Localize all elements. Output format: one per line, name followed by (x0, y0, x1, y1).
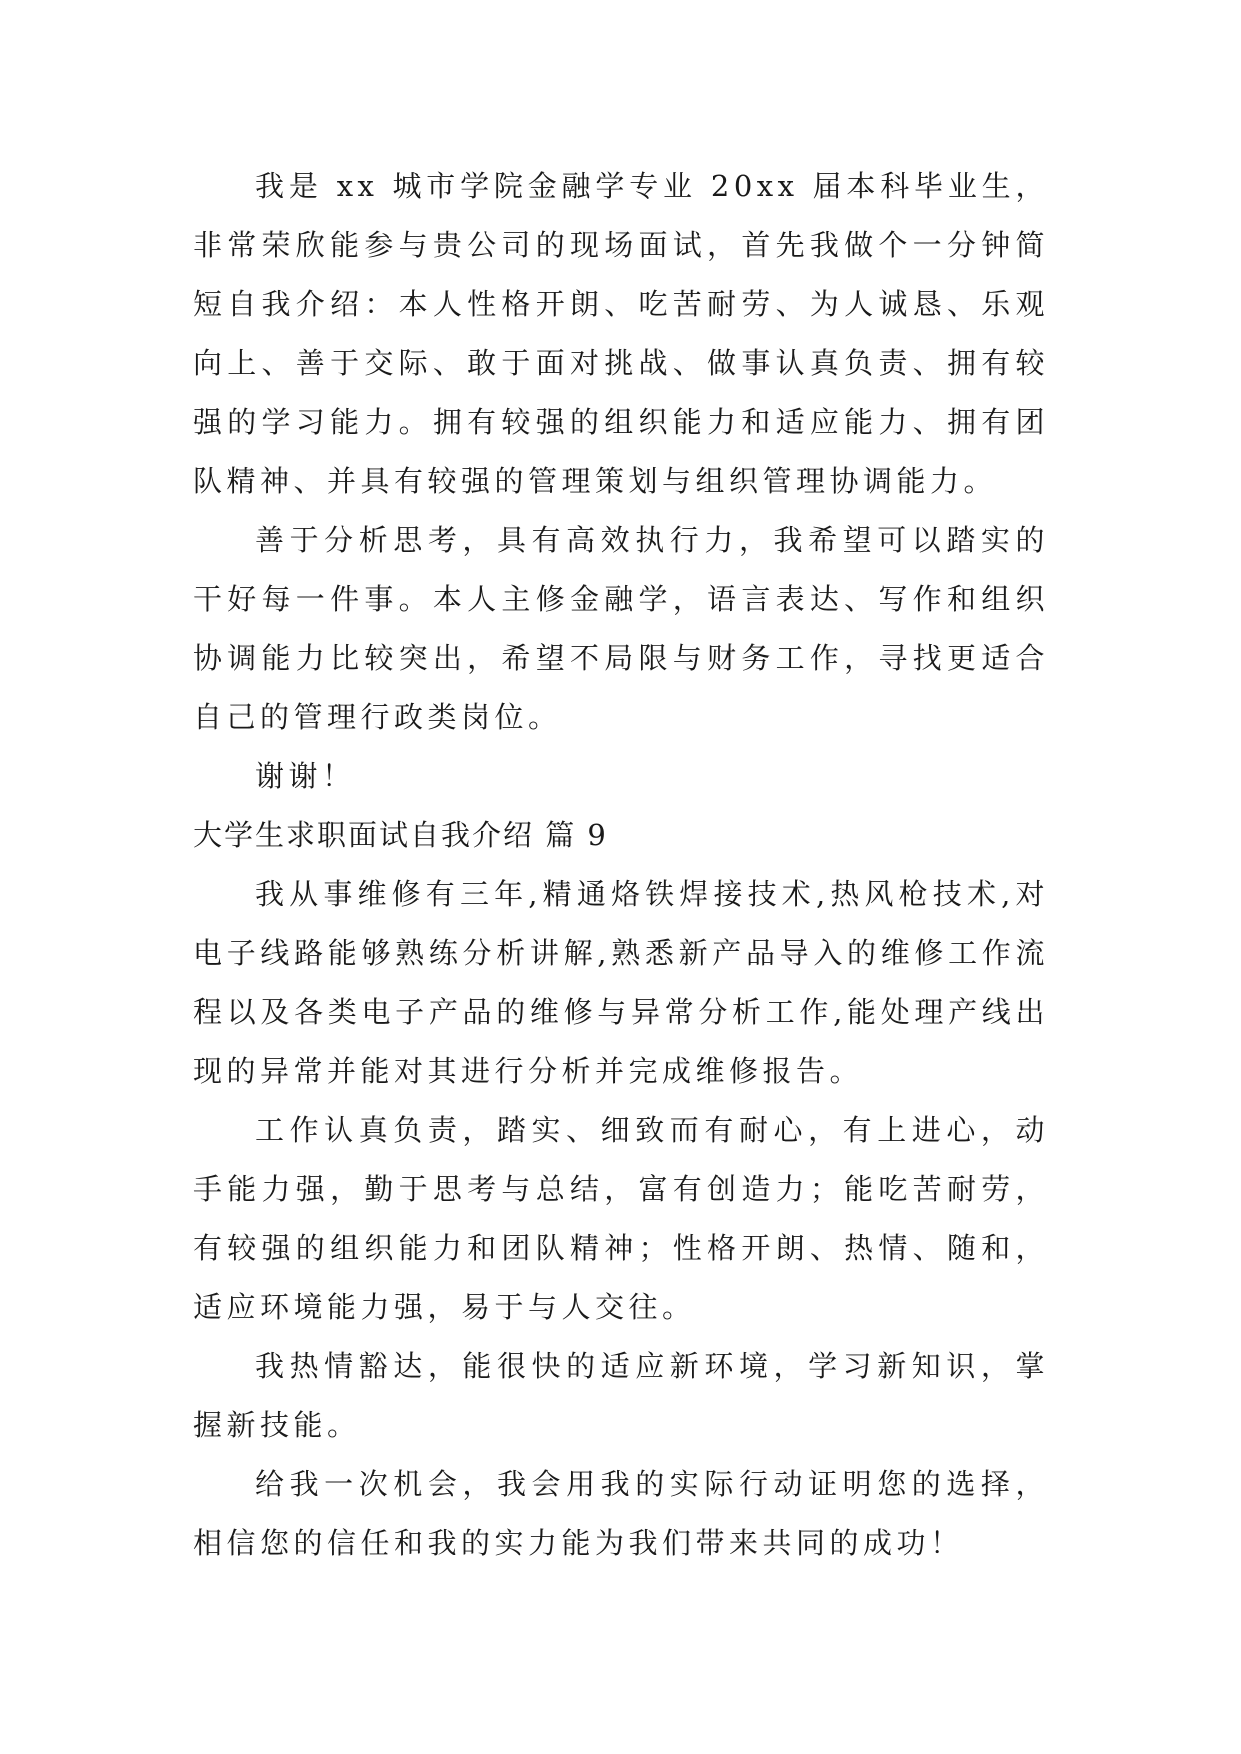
paragraph-thanks: 谢谢！ (255, 759, 356, 793)
paragraph-closing: 给我一次机会，我会用我的实际行动证明您的选择，相信您的信任和我的实力能为我们带来共同的成功！ (193, 1467, 1049, 1560)
paragraph-work-attitude: 工作认真负责，踏实、细致而有耐心，有上进心，动手能力强，勤于思考与总结，富有创造力；能吃苦耐劳，有较强的组织能力和团队精神；性格开朗、热情、随和，适应环境能力强，易于与人交往。 (193, 1113, 1049, 1324)
section-heading: 大学生求职面试自我介绍 篇 9 (193, 818, 608, 852)
paragraph-self-intro: 我是 xx 城市学院金融学专业 20xx 届本科毕业生，非常荣欣能参与贵公司的现场面试，首先我做个一分钟简短自我介绍：本人性格开朗、吃苦耐劳、为人诚恳、乐观向上、善于交际、敢于面对挑战、做事认真负责、拥有较强的学习能力。拥有较强的组织能力和适应能力、拥有团队精神、并具有较强的管理策划与组织管理协调能力。 (193, 169, 1049, 498)
paragraph-analysis: 善于分析思考，具有高效执行力，我希望可以踏实的干好每一件事。本人主修金融学，语言表达、写作和组织协调能力比较突出，希望不局限与财务工作，寻找更适合自己的管理行政类岗位。 (193, 523, 1049, 734)
paragraph-repair-experience: 我从事维修有三年,精通烙铁焊接技术,热风枪技术,对电子线路能够熟练分析讲解,熟悉新产品导入的维修工作流程以及各类电子产品的维修与异常分析工作,能处理产线出现的异常并能对其进行分析并完成维修报告。 (193, 877, 1049, 1088)
paragraph-adaptability: 我热情豁达，能很快的适应新环境，学习新知识，掌握新技能。 (193, 1349, 1049, 1442)
document-body (193, 157, 1049, 1573)
